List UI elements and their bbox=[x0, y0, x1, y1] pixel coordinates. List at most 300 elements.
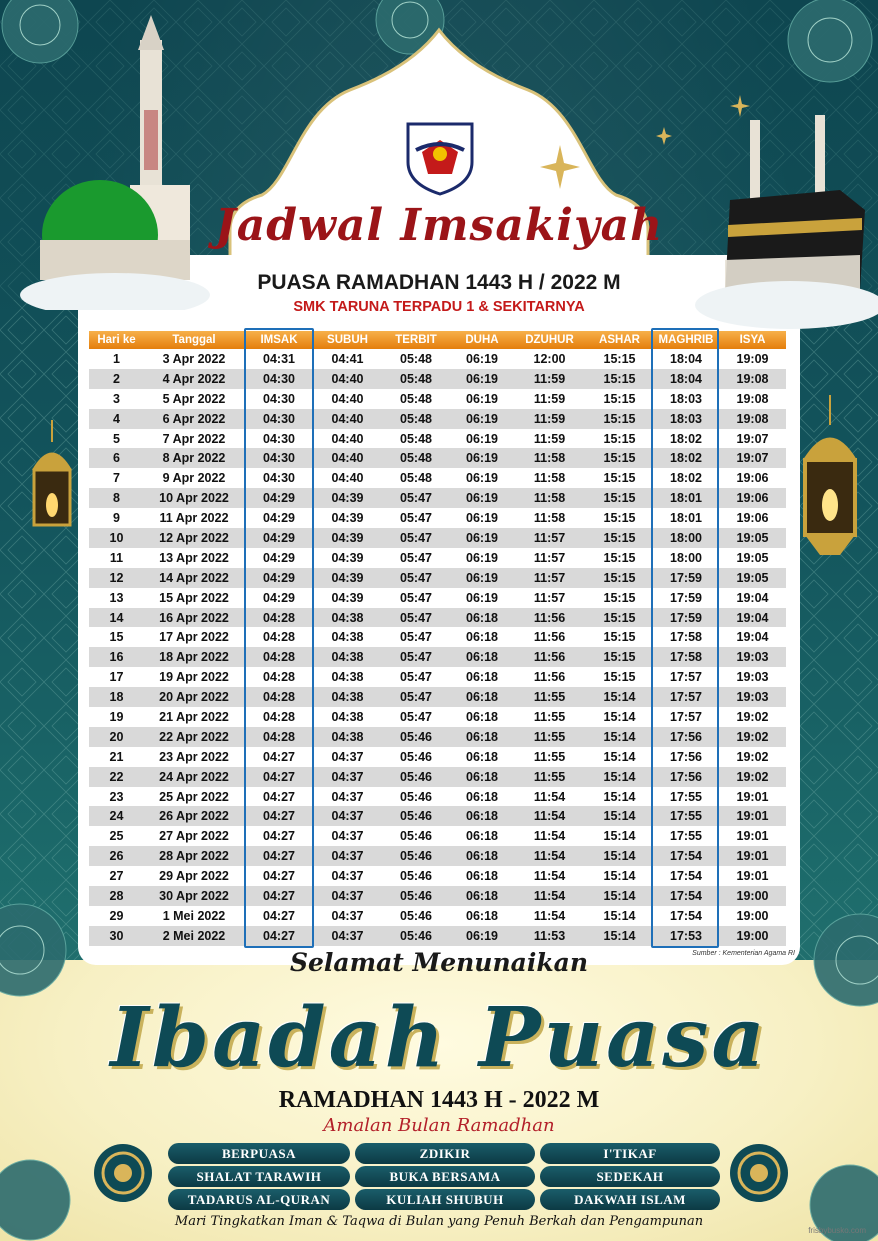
table-cell: 04:39 bbox=[331, 550, 364, 565]
table-cell: 15:15 bbox=[603, 650, 636, 665]
table-cell: 17:56 bbox=[670, 729, 702, 744]
table-cell: 19:01 bbox=[736, 789, 769, 804]
table-cell: 05:48 bbox=[400, 471, 432, 486]
table-cell: 04:29 bbox=[263, 550, 295, 565]
column-header: ISYA bbox=[739, 334, 766, 346]
table-cell: 05:47 bbox=[400, 690, 432, 705]
table-cell: 19:01 bbox=[736, 809, 769, 824]
greeting-ibadah: Ibadah Puasa bbox=[110, 990, 768, 1086]
amalan-item: I'TIKAF bbox=[540, 1143, 720, 1164]
table-cell: 16 bbox=[109, 650, 124, 665]
table-cell: 05:47 bbox=[400, 530, 432, 545]
table-cell: 05:46 bbox=[400, 789, 432, 804]
table-cell: 5 Apr 2022 bbox=[162, 391, 226, 406]
table-cell: 06:19 bbox=[466, 928, 498, 943]
column-header: MAGHRIB bbox=[658, 334, 714, 346]
table-cell: 15:14 bbox=[603, 928, 636, 943]
table-cell: 04:40 bbox=[331, 391, 364, 406]
table-cell: 05:47 bbox=[400, 511, 432, 526]
subtitle: PUASA RAMADHAN 1443 H / 2022 M bbox=[257, 271, 621, 294]
table-cell: 15 Apr 2022 bbox=[159, 590, 229, 605]
table-cell: 06:18 bbox=[466, 690, 498, 705]
table-cell: 06:18 bbox=[466, 869, 498, 884]
table-cell: 18:04 bbox=[670, 351, 702, 366]
table-cell: 04:38 bbox=[331, 690, 364, 705]
table-cell: 26 Apr 2022 bbox=[159, 809, 229, 824]
table-cell: 04:40 bbox=[331, 371, 364, 386]
table-cell: 04:27 bbox=[263, 908, 295, 923]
mandala-left-icon bbox=[92, 1142, 154, 1204]
table-cell: 04:27 bbox=[263, 809, 295, 824]
table-cell: 9 bbox=[113, 511, 120, 526]
table-cell: 06:18 bbox=[466, 888, 498, 903]
table-cell: 06:18 bbox=[466, 849, 498, 864]
table-cell: 15 bbox=[109, 630, 124, 645]
table-cell: 05:47 bbox=[400, 650, 432, 665]
table-cell: 12 Apr 2022 bbox=[159, 530, 229, 545]
table-cell: 9 Apr 2022 bbox=[162, 471, 226, 486]
table-cell: 20 bbox=[109, 729, 124, 744]
table-cell: 15:15 bbox=[603, 351, 636, 366]
table-cell: 17:55 bbox=[670, 809, 702, 824]
table-cell: 06:19 bbox=[466, 351, 498, 366]
table-cell: 06:18 bbox=[466, 769, 498, 784]
table-cell: 04:40 bbox=[331, 451, 364, 466]
table-cell: 19:02 bbox=[736, 709, 769, 724]
table-cell: 17:54 bbox=[670, 869, 702, 884]
green-dome-mosque-icon bbox=[20, 10, 220, 310]
table-cell: 17:56 bbox=[670, 769, 702, 784]
table-cell: 19:05 bbox=[736, 530, 769, 545]
table-cell: 7 bbox=[113, 471, 120, 486]
table-cell: 15:14 bbox=[603, 809, 636, 824]
table-cell: 18:02 bbox=[670, 431, 702, 446]
table-cell: 19:04 bbox=[736, 610, 769, 625]
table-cell: 17 Apr 2022 bbox=[159, 630, 229, 645]
table-cell: 3 Apr 2022 bbox=[162, 351, 226, 366]
table-cell: 15:15 bbox=[603, 530, 636, 545]
table-cell: 16 Apr 2022 bbox=[159, 610, 229, 625]
table-cell: 04:39 bbox=[331, 530, 364, 545]
location: SMK TARUNA TERPADU 1 & SEKITARNYA bbox=[293, 299, 585, 315]
table-cell: 04:28 bbox=[263, 690, 295, 705]
table-cell: 06:18 bbox=[466, 809, 498, 824]
table-cell: 04:38 bbox=[331, 670, 364, 685]
table-cell: 04:30 bbox=[263, 371, 295, 386]
table-cell: 15:15 bbox=[603, 550, 636, 565]
table-cell: 05:46 bbox=[400, 809, 432, 824]
table-cell: 15:14 bbox=[603, 849, 636, 864]
table-cell: 24 Apr 2022 bbox=[159, 769, 229, 784]
table-cell: 3 bbox=[113, 391, 120, 406]
table-cell: 11:56 bbox=[533, 630, 566, 645]
table-cell: 19:07 bbox=[736, 451, 769, 466]
table-cell: 11:58 bbox=[533, 451, 566, 466]
table-cell: 06:19 bbox=[466, 590, 498, 605]
table-cell: 15:15 bbox=[603, 431, 636, 446]
table-cell: 15:14 bbox=[603, 829, 636, 844]
amalan-item: TADARUS AL-QURAN bbox=[168, 1189, 350, 1210]
column-header: IMSAK bbox=[260, 334, 298, 346]
table-cell: 19:02 bbox=[736, 769, 769, 784]
table-cell: 05:48 bbox=[400, 371, 432, 386]
table-cell: 17:55 bbox=[670, 789, 702, 804]
column-header: DUHA bbox=[465, 334, 499, 346]
table-cell: 6 Apr 2022 bbox=[162, 411, 226, 426]
table-cell: 05:47 bbox=[400, 491, 432, 506]
table-cell: 15:15 bbox=[603, 491, 636, 506]
table-cell: 18:01 bbox=[670, 511, 702, 526]
table-cell: 18 Apr 2022 bbox=[159, 650, 229, 665]
table-cell: 29 Apr 2022 bbox=[159, 869, 229, 884]
table-cell: 11:59 bbox=[533, 391, 566, 406]
table-cell: 8 bbox=[113, 491, 120, 506]
table-cell: 19:02 bbox=[736, 729, 769, 744]
table-cell: 05:47 bbox=[400, 610, 432, 625]
table-cell: 04:37 bbox=[331, 769, 364, 784]
table-cell: 06:18 bbox=[466, 630, 498, 645]
table-cell: 23 Apr 2022 bbox=[159, 749, 229, 764]
table-cell: 19:03 bbox=[736, 690, 769, 705]
table-cell: 21 bbox=[109, 749, 124, 764]
table-cell: 04:37 bbox=[331, 809, 364, 824]
table-cell: 17:57 bbox=[670, 709, 702, 724]
table-cell: 05:46 bbox=[400, 749, 432, 764]
table-cell: 24 bbox=[109, 809, 124, 824]
table-cell: 2 Mei 2022 bbox=[162, 928, 226, 943]
table-cell: 17:54 bbox=[670, 888, 702, 903]
table-cell: 04:30 bbox=[263, 431, 295, 446]
table-cell: 19:00 bbox=[736, 888, 769, 903]
maghrib-highlight bbox=[651, 328, 719, 948]
table-cell: 04:27 bbox=[263, 789, 295, 804]
table-cell: 18:03 bbox=[670, 391, 702, 406]
table-cell: 18 bbox=[109, 690, 124, 705]
table-cell: 06:18 bbox=[466, 729, 498, 744]
table-cell: 15:14 bbox=[603, 869, 636, 884]
greeting-ramadhan: RAMADHAN 1443 H - 2022 M bbox=[278, 1087, 600, 1113]
amalan-item: DAKWAH ISLAM bbox=[540, 1189, 720, 1210]
lantern-left-icon bbox=[22, 420, 82, 540]
mandala-right-icon bbox=[728, 1142, 790, 1204]
table-cell: 11:58 bbox=[533, 471, 566, 486]
amalan-item: BERPUASA bbox=[168, 1143, 350, 1164]
table-cell: 14 bbox=[109, 610, 124, 625]
column-header: Hari ke bbox=[97, 334, 136, 346]
table-cell: 15:14 bbox=[603, 769, 636, 784]
table-cell: 06:18 bbox=[466, 709, 498, 724]
table-cell: 19:08 bbox=[736, 411, 769, 426]
table-cell: 11 bbox=[109, 550, 124, 565]
table-cell: 19:09 bbox=[736, 351, 769, 366]
table-cell: 04:40 bbox=[331, 411, 364, 426]
table-cell: 17:54 bbox=[670, 908, 702, 923]
table-cell: 25 bbox=[109, 829, 124, 844]
sparkle-icon bbox=[656, 127, 672, 145]
table-cell: 18:01 bbox=[670, 491, 702, 506]
amalan-item: SHALAT TARAWIH bbox=[168, 1166, 350, 1187]
table-cell: 06:19 bbox=[466, 471, 498, 486]
table-cell: 06:19 bbox=[466, 491, 498, 506]
table-cell: 11:53 bbox=[533, 928, 566, 943]
table-cell: 04:27 bbox=[263, 769, 295, 784]
table-cell: 11:59 bbox=[533, 371, 566, 386]
table-cell: 17:54 bbox=[670, 849, 702, 864]
table-cell: 05:47 bbox=[400, 590, 432, 605]
table-cell: 18:03 bbox=[670, 411, 702, 426]
table-cell: 04:38 bbox=[331, 630, 364, 645]
table-cell: 15:14 bbox=[603, 908, 636, 923]
table-cell: 17:58 bbox=[670, 650, 702, 665]
table-cell: 06:18 bbox=[466, 908, 498, 923]
table-cell: 11:57 bbox=[533, 590, 566, 605]
table-cell: 19:06 bbox=[736, 511, 769, 526]
table-cell: 18:02 bbox=[670, 451, 702, 466]
table-cell: 11:58 bbox=[533, 511, 566, 526]
table-cell: 17:56 bbox=[670, 749, 702, 764]
table-cell: 15:14 bbox=[603, 729, 636, 744]
table-cell: 04:39 bbox=[331, 590, 364, 605]
table-cell: 28 bbox=[109, 888, 124, 903]
table-cell: 04:30 bbox=[263, 471, 295, 486]
table-cell: 15:14 bbox=[603, 888, 636, 903]
table-cell: 2 bbox=[113, 371, 120, 386]
table-cell: 04:28 bbox=[263, 610, 295, 625]
table-cell: 15:15 bbox=[603, 590, 636, 605]
table-cell: 13 Apr 2022 bbox=[159, 550, 229, 565]
table-cell: 10 Apr 2022 bbox=[159, 491, 229, 506]
table-cell: 15:15 bbox=[603, 511, 636, 526]
table-cell: 04:37 bbox=[331, 849, 364, 864]
table-cell: 10 bbox=[109, 530, 124, 545]
table-cell: 28 Apr 2022 bbox=[159, 849, 229, 864]
table-cell: 04:27 bbox=[263, 749, 295, 764]
footer-text: Mari Tingkatkan Iman & Taqwa di Bulan yang Penuh Berkah dan Pengampunan bbox=[174, 1214, 704, 1229]
table-cell: 04:37 bbox=[331, 908, 364, 923]
table-cell: 05:46 bbox=[400, 829, 432, 844]
table-cell: 04:40 bbox=[331, 471, 364, 486]
table-cell: 4 Apr 2022 bbox=[162, 371, 226, 386]
table-cell: 04:27 bbox=[263, 849, 295, 864]
table-cell: 05:46 bbox=[400, 928, 432, 943]
table-cell: 19:00 bbox=[736, 908, 769, 923]
table-cell: 05:46 bbox=[400, 888, 432, 903]
table-cell: 11:58 bbox=[533, 491, 566, 506]
amalan-item: SEDEKAH bbox=[540, 1166, 720, 1187]
table-cell: 15:15 bbox=[603, 411, 636, 426]
table-cell: 11:55 bbox=[533, 749, 566, 764]
table-cell: 06:19 bbox=[466, 431, 498, 446]
table-cell: 19:02 bbox=[736, 749, 769, 764]
table-cell: 04:30 bbox=[263, 391, 295, 406]
table-cell: 04:30 bbox=[263, 411, 295, 426]
table-cell: 11:56 bbox=[533, 670, 566, 685]
table-cell: 05:46 bbox=[400, 869, 432, 884]
table-cell: 4 bbox=[113, 411, 120, 426]
school-logo-icon bbox=[400, 118, 480, 196]
table-cell: 29 bbox=[109, 908, 124, 923]
table-cell: 11:56 bbox=[533, 610, 566, 625]
table-cell: 04:40 bbox=[331, 431, 364, 446]
table-cell: 21 Apr 2022 bbox=[159, 709, 229, 724]
table-cell: 11:54 bbox=[533, 869, 566, 884]
table-cell: 05:46 bbox=[400, 908, 432, 923]
table-cell: 11:57 bbox=[533, 550, 566, 565]
table-cell: 06:18 bbox=[466, 610, 498, 625]
table-cell: 5 bbox=[113, 431, 120, 446]
table-cell: 7 Apr 2022 bbox=[162, 431, 226, 446]
table-cell: 19:06 bbox=[736, 491, 769, 506]
table-cell: 05:48 bbox=[400, 391, 432, 406]
table-cell: 20 Apr 2022 bbox=[159, 690, 229, 705]
table-cell: 30 bbox=[109, 928, 124, 943]
table-cell: 04:37 bbox=[331, 829, 364, 844]
table-cell: 17:58 bbox=[670, 630, 702, 645]
table-cell: 06:19 bbox=[466, 451, 498, 466]
table-cell: 1 bbox=[113, 351, 120, 366]
table-cell: 19:06 bbox=[736, 471, 769, 486]
table-cell: 17 bbox=[109, 670, 124, 685]
table-cell: 11:55 bbox=[533, 709, 566, 724]
table-cell: 04:29 bbox=[263, 590, 295, 605]
table-cell: 04:38 bbox=[331, 610, 364, 625]
table-cell: 04:39 bbox=[331, 491, 364, 506]
table-cell: 11:59 bbox=[533, 431, 566, 446]
table-cell: 17:59 bbox=[670, 570, 702, 585]
lantern-right-icon bbox=[795, 395, 865, 560]
table-cell: 8 Apr 2022 bbox=[162, 451, 226, 466]
table-cell: 19:03 bbox=[736, 650, 769, 665]
table-cell: 11:54 bbox=[533, 829, 566, 844]
amalan-item: BUKA BERSAMA bbox=[355, 1166, 535, 1187]
table-cell: 04:27 bbox=[263, 928, 295, 943]
table-cell: 05:47 bbox=[400, 550, 432, 565]
table-cell: 04:29 bbox=[263, 570, 295, 585]
table-cell: 11:55 bbox=[533, 729, 566, 744]
table-cell: 11:54 bbox=[533, 849, 566, 864]
table-cell: 04:31 bbox=[263, 351, 295, 366]
table-cell: 05:48 bbox=[400, 351, 432, 366]
table-cell: 06:18 bbox=[466, 789, 498, 804]
table-cell: 04:29 bbox=[263, 491, 295, 506]
table-cell: 04:27 bbox=[263, 869, 295, 884]
table-cell: 04:37 bbox=[331, 789, 364, 804]
table-cell: 04:38 bbox=[331, 709, 364, 724]
table-cell: 11:54 bbox=[533, 789, 566, 804]
table-cell: 25 Apr 2022 bbox=[159, 789, 229, 804]
table-cell: 26 bbox=[109, 849, 124, 864]
table-cell: 15:15 bbox=[603, 610, 636, 625]
table-cell: 19:00 bbox=[736, 928, 769, 943]
table-cell: 04:37 bbox=[331, 928, 364, 943]
table-cell: 27 bbox=[109, 869, 124, 884]
table-cell: 11:55 bbox=[533, 690, 566, 705]
table-cell: 04:38 bbox=[331, 650, 364, 665]
sparkle-icon bbox=[730, 95, 750, 117]
table-cell: 06:18 bbox=[466, 670, 498, 685]
table-cell: 05:47 bbox=[400, 709, 432, 724]
table-cell: 06:19 bbox=[466, 530, 498, 545]
table-cell: 05:48 bbox=[400, 431, 432, 446]
column-header: TERBIT bbox=[395, 334, 437, 346]
table-cell: 11 Apr 2022 bbox=[159, 511, 229, 526]
table-cell: 06:18 bbox=[466, 749, 498, 764]
table-cell: 19:08 bbox=[736, 391, 769, 406]
table-cell: 19:04 bbox=[736, 630, 769, 645]
table-cell: 05:47 bbox=[400, 630, 432, 645]
table-cell: 11:59 bbox=[533, 411, 566, 426]
table-cell: 17:57 bbox=[670, 690, 702, 705]
table-cell: 15:15 bbox=[603, 670, 636, 685]
amalan-item: KULIAH SHUBUH bbox=[355, 1189, 535, 1210]
table-cell: 19:05 bbox=[736, 570, 769, 585]
table-cell: 04:38 bbox=[331, 729, 364, 744]
table-cell: 6 bbox=[113, 451, 120, 466]
table-cell: 19:01 bbox=[736, 829, 769, 844]
table-cell: 19 bbox=[109, 709, 124, 724]
table-cell: 11:57 bbox=[533, 570, 566, 585]
table-cell: 15:14 bbox=[603, 690, 636, 705]
table-cell: 18:00 bbox=[670, 550, 702, 565]
table-cell: 04:27 bbox=[263, 888, 295, 903]
table-cell: 12:00 bbox=[533, 351, 566, 366]
table-cell: 22 bbox=[109, 769, 124, 784]
table-cell: 05:48 bbox=[400, 411, 432, 426]
watermark: frisbybusko.com bbox=[808, 1226, 866, 1235]
table-cell: 05:46 bbox=[400, 729, 432, 744]
table-cell: 22 Apr 2022 bbox=[159, 729, 229, 744]
table-cell: 04:39 bbox=[331, 570, 364, 585]
table-cell: 14 Apr 2022 bbox=[159, 570, 229, 585]
column-header: ASHAR bbox=[599, 334, 640, 346]
column-header: Tanggal bbox=[172, 334, 216, 346]
table-cell: 19:01 bbox=[736, 849, 769, 864]
table-cell: 04:27 bbox=[263, 829, 295, 844]
imsak-highlight bbox=[244, 328, 314, 948]
table-cell: 04:28 bbox=[263, 630, 295, 645]
table-cell: 18:00 bbox=[670, 530, 702, 545]
table-cell: 15:14 bbox=[603, 749, 636, 764]
table-cell: 11:54 bbox=[533, 809, 566, 824]
table-cell: 04:30 bbox=[263, 451, 295, 466]
table-cell: 15:15 bbox=[603, 391, 636, 406]
table-cell: 06:19 bbox=[466, 511, 498, 526]
table-cell: 12 bbox=[109, 570, 124, 585]
table-cell: 04:29 bbox=[263, 530, 295, 545]
table-cell: 23 bbox=[109, 789, 124, 804]
table-cell: 19 Apr 2022 bbox=[159, 670, 229, 685]
table-cell: 1 Mei 2022 bbox=[162, 908, 226, 923]
table-cell: 19:05 bbox=[736, 550, 769, 565]
table-cell: 06:19 bbox=[466, 411, 498, 426]
table-cell: 19:03 bbox=[736, 670, 769, 685]
column-header: DZUHUR bbox=[525, 334, 574, 346]
table-cell: 11:57 bbox=[533, 530, 566, 545]
table-cell: 06:19 bbox=[466, 570, 498, 585]
table-cell: 05:46 bbox=[400, 769, 432, 784]
table-cell: 17:53 bbox=[670, 928, 702, 943]
table-cell: 06:19 bbox=[466, 550, 498, 565]
table-cell: 17:57 bbox=[670, 670, 702, 685]
table-cell: 05:47 bbox=[400, 570, 432, 585]
table-cell: 19:01 bbox=[736, 869, 769, 884]
table-cell: 15:15 bbox=[603, 471, 636, 486]
star-icon bbox=[540, 145, 580, 189]
table-cell: 27 Apr 2022 bbox=[159, 829, 229, 844]
table-cell: 19:08 bbox=[736, 371, 769, 386]
table-cell: 11:54 bbox=[533, 888, 566, 903]
table-cell: 05:48 bbox=[400, 451, 432, 466]
